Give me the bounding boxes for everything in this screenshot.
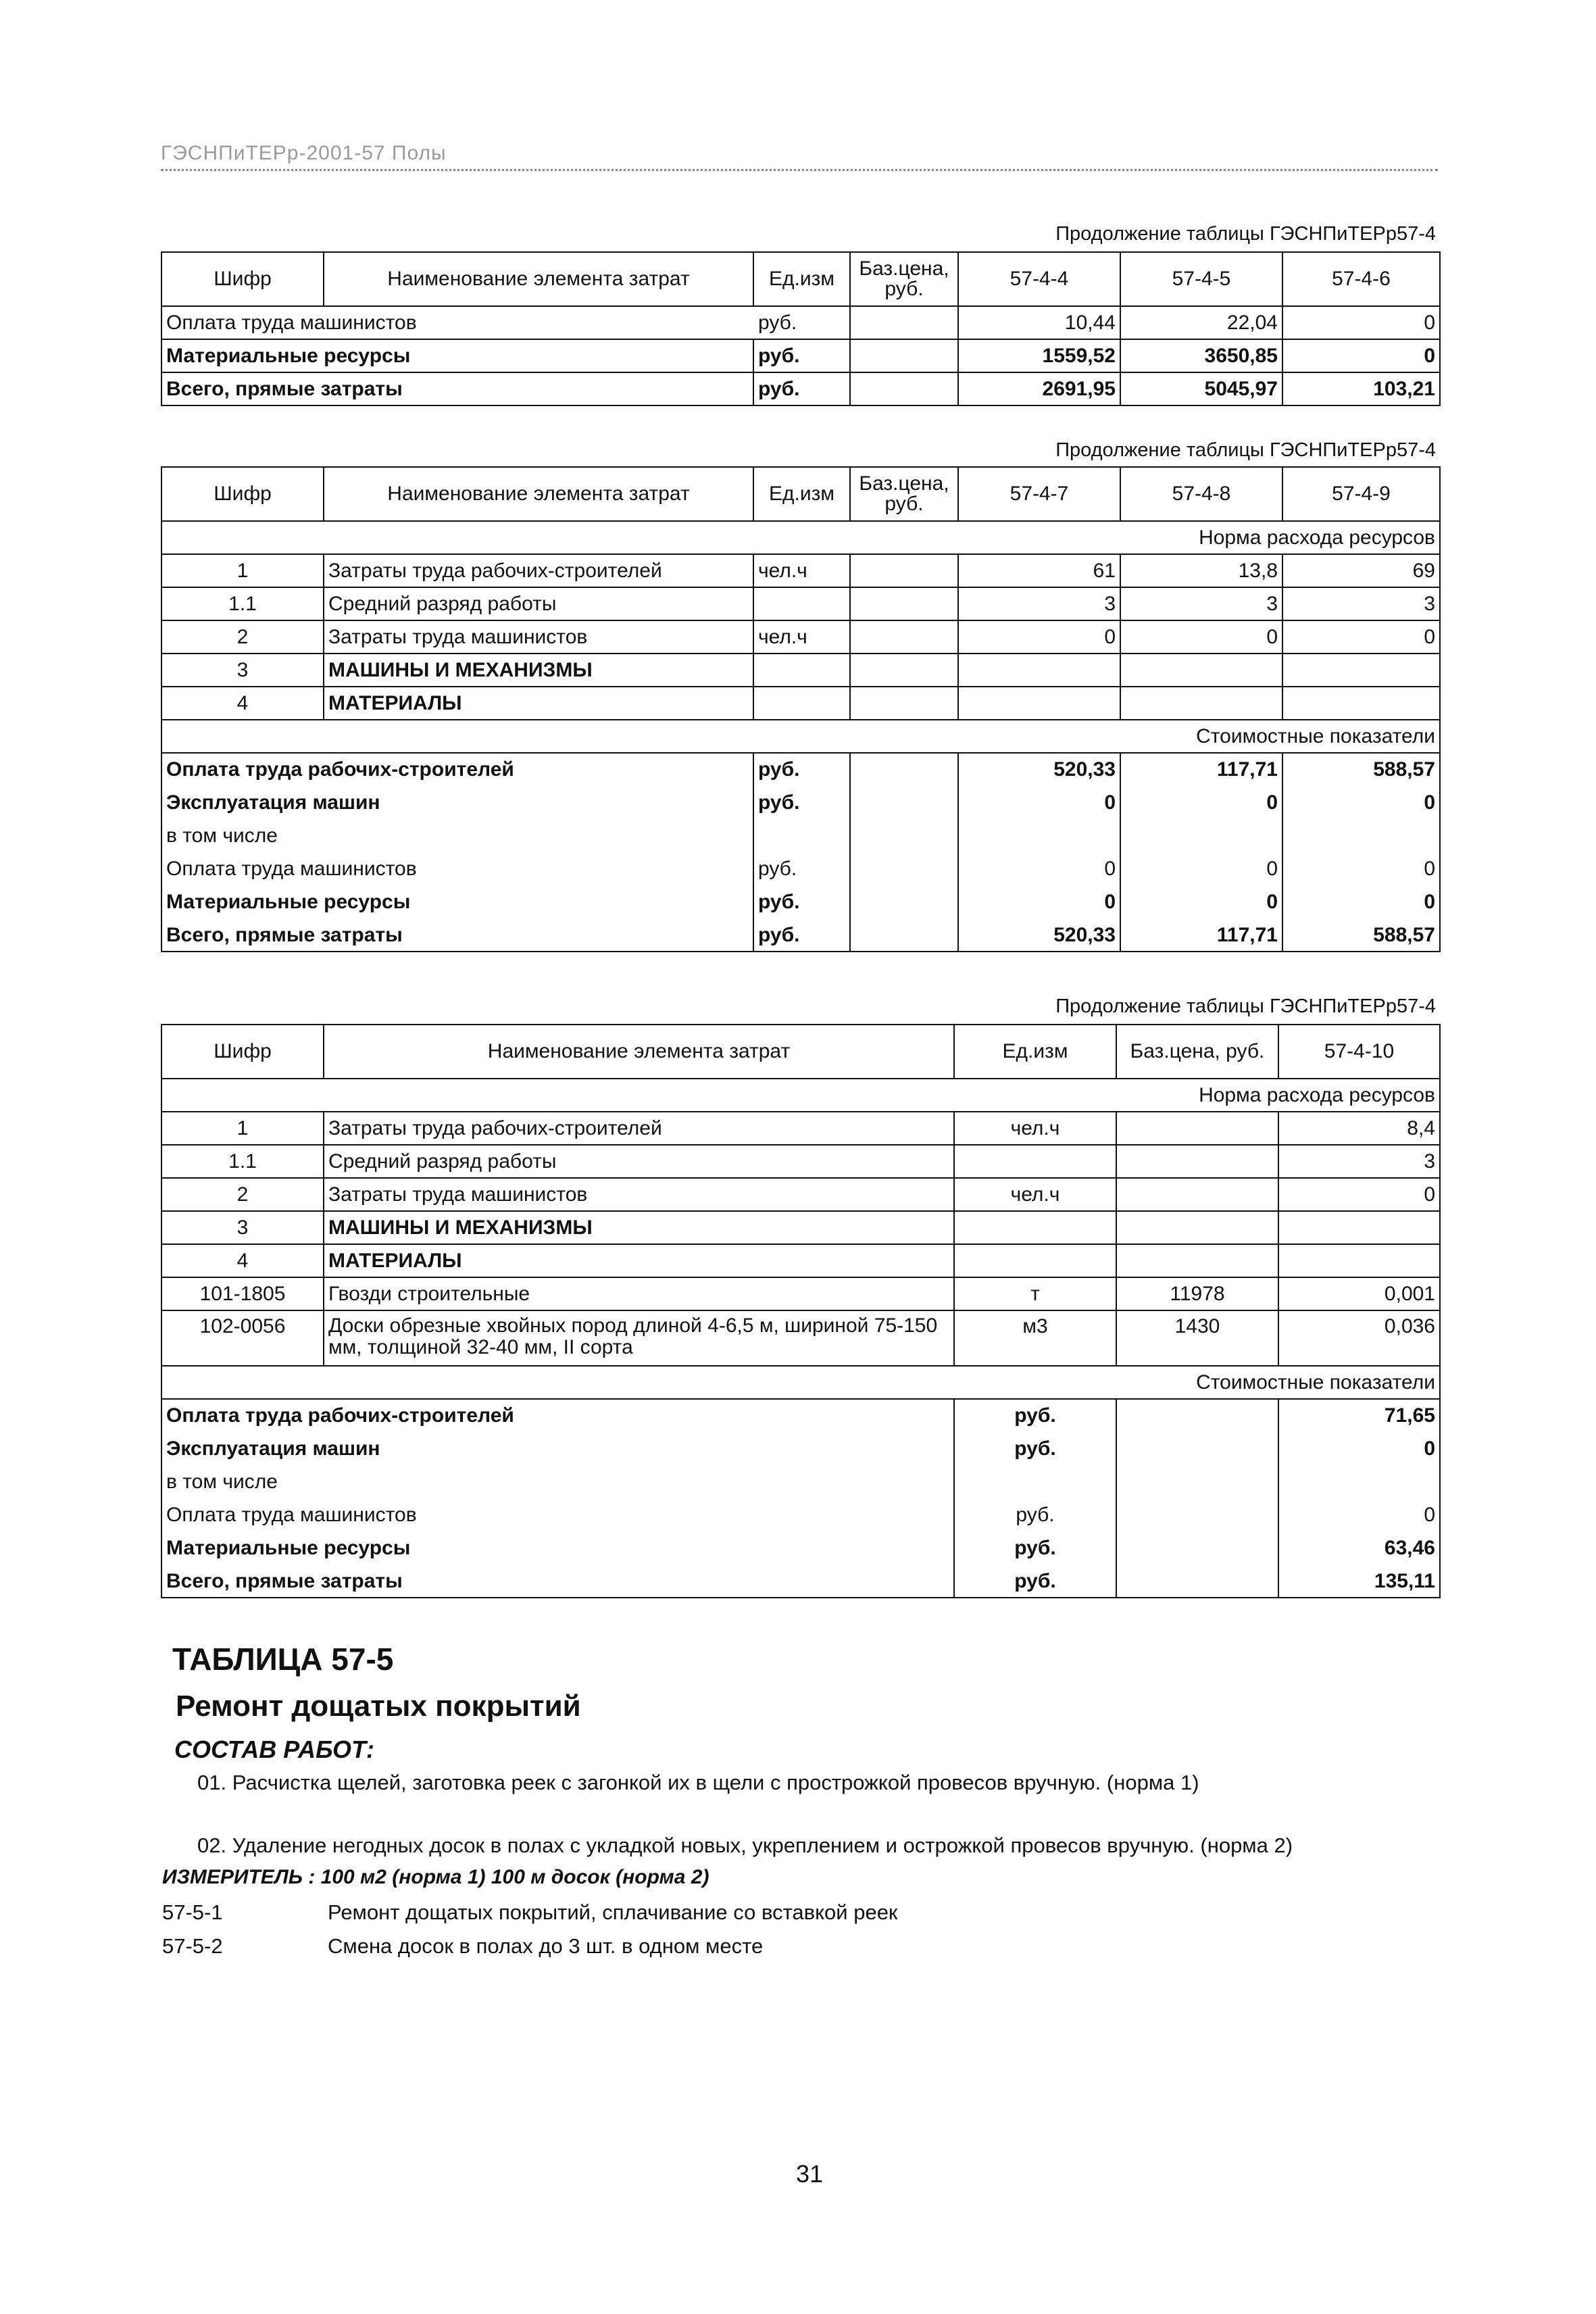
col-code-header: Шифр	[161, 1025, 324, 1079]
cost-value: 588,57	[1282, 753, 1440, 786]
row-unit: чел.ч	[753, 554, 850, 587]
cost-unit: руб.	[753, 885, 850, 918]
row-name: Затраты труда рабочих-строителей	[324, 554, 753, 587]
cost-value: 520,33	[958, 918, 1120, 952]
row-value: 0	[1282, 339, 1440, 372]
row-value	[958, 687, 1120, 720]
table-row	[161, 339, 1440, 372]
row-value: 13,8	[1120, 554, 1282, 587]
table-row	[161, 687, 1440, 720]
cost-value: 0	[1282, 852, 1440, 885]
row-name: Всего, прямые затраты	[161, 372, 753, 405]
row-value: 8,4	[1278, 1112, 1440, 1145]
cost-unit: руб.	[753, 918, 850, 952]
cost-value: 588,57	[1282, 918, 1440, 952]
row-code: 4	[161, 687, 324, 720]
row-name: Затраты труда рабочих-строителей	[324, 1112, 954, 1145]
row-price	[850, 554, 958, 587]
norm-header: 57-4-10	[1278, 1025, 1440, 1079]
cost-value: 0	[1120, 885, 1282, 918]
norm-code-text: Смена досок в полах до 3 шт. в одном месте	[328, 1934, 764, 1958]
cost-name: Оплата труда машинистов	[161, 1498, 954, 1531]
row-value	[1278, 1244, 1440, 1277]
cost-value: 0	[1282, 885, 1440, 918]
cost-unit	[954, 1465, 1116, 1498]
row-value: 103,21	[1282, 372, 1440, 405]
work-item: 01. Расчистка щелей, заготовка реек с загонкой их в щели с прострожкой провесов вручную. (норма 1)	[197, 1771, 1199, 1794]
cost-price	[1116, 1432, 1278, 1465]
col-price-header: Баз.цена, руб.	[850, 252, 958, 306]
cost-name: в том числе	[161, 1465, 954, 1498]
cost-row	[161, 1432, 1440, 1465]
row-value: 3	[1282, 587, 1440, 620]
cost-row	[161, 918, 1440, 952]
table-row	[161, 372, 1440, 405]
norm-header: 57-4-5	[1120, 252, 1282, 306]
row-name: МАТЕРИАЛЫ	[324, 1244, 954, 1277]
row-name: Средний разряд работы	[324, 587, 753, 620]
row-unit: чел.ч	[954, 1112, 1116, 1145]
col-price-header: Баз.цена, руб.	[850, 467, 958, 521]
norm-header: 57-4-4	[958, 252, 1120, 306]
row-name: МАТЕРИАЛЫ	[324, 687, 753, 720]
row-code: 2	[161, 1178, 324, 1211]
cost-name: Всего, прямые затраты	[161, 918, 753, 952]
cost-value: 0	[1278, 1432, 1440, 1465]
col-price-header: Баз.цена, руб.	[1116, 1025, 1278, 1079]
row-unit: чел.ч	[753, 620, 850, 654]
cost-row	[161, 1498, 1440, 1531]
cost-row	[161, 1565, 1440, 1598]
cost-unit: руб.	[954, 1531, 1116, 1565]
cost-value: 0	[958, 786, 1120, 819]
table-row	[161, 306, 1440, 339]
row-unit	[954, 1145, 1116, 1178]
norm-header: 57-4-8	[1120, 467, 1282, 521]
row-value: 0	[958, 620, 1120, 654]
row-name: МАШИНЫ И МЕХАНИЗМЫ	[324, 1211, 954, 1244]
row-code: 3	[161, 1211, 324, 1244]
row-unit	[753, 687, 850, 720]
cost-value: 0	[958, 885, 1120, 918]
meter-label: ИЗМЕРИТЕЛЬ : 100 м2 (норма 1) 100 м досок (норма 2)	[162, 1866, 709, 1888]
row-unit: т	[954, 1277, 1116, 1310]
cost-price	[850, 852, 958, 885]
row-value: 22,04	[1120, 306, 1282, 339]
table-row	[161, 1211, 1440, 1244]
row-name: Затраты труда машинистов	[324, 620, 753, 654]
col-unit-header: Ед.изм	[954, 1025, 1116, 1079]
table3	[161, 1024, 1441, 1598]
cost-name: в том числе	[161, 819, 753, 852]
norm-code-item	[162, 1900, 898, 1925]
norm-code-text: Ремонт дощатых покрытий, сплачивание со вставкой реек	[328, 1900, 898, 1924]
cost-value: 0	[1278, 1498, 1440, 1531]
row-unit: м3	[954, 1310, 1116, 1366]
table-row	[161, 620, 1440, 654]
row-value: 3	[1120, 587, 1282, 620]
table-row	[161, 1310, 1440, 1366]
cost-name: Всего, прямые затраты	[161, 1565, 954, 1598]
row-value: 0,001	[1278, 1277, 1440, 1310]
cost-value: 0	[1120, 786, 1282, 819]
work-composition-label: СОСТАВ РАБОТ:	[174, 1736, 374, 1763]
cost-price	[1116, 1565, 1278, 1598]
row-price	[1116, 1145, 1278, 1178]
cost-row	[161, 885, 1440, 918]
cost-name: Эксплуатация машин	[161, 786, 753, 819]
row-price	[850, 306, 958, 339]
row-value: 5045,97	[1120, 372, 1282, 405]
cost-value: 0	[1282, 786, 1440, 819]
row-value: 0	[1278, 1178, 1440, 1211]
row-value	[1278, 1211, 1440, 1244]
row-name: МАШИНЫ И МЕХАНИЗМЫ	[324, 654, 753, 687]
cost-value	[1278, 1465, 1440, 1498]
row-price	[1116, 1211, 1278, 1244]
table-row	[161, 1112, 1440, 1145]
row-name: Гвозди строительные	[324, 1277, 954, 1310]
row-value: 3	[958, 587, 1120, 620]
cost-value: 117,71	[1120, 753, 1282, 786]
cost-name: Оплата труда машинистов	[161, 852, 753, 885]
table-row	[161, 1145, 1440, 1178]
cost-value: 0	[1120, 852, 1282, 885]
row-unit	[753, 587, 850, 620]
cost-row	[161, 786, 1440, 819]
row-price	[1116, 1178, 1278, 1211]
row-unit: руб.	[753, 306, 850, 339]
norm-section-row	[161, 521, 1440, 554]
cost-value	[958, 819, 1120, 852]
cost-row	[161, 1465, 1440, 1498]
cost-value: 135,11	[1278, 1565, 1440, 1598]
cost-unit: руб.	[954, 1432, 1116, 1465]
table-row	[161, 1277, 1440, 1310]
section-title: ТАБЛИЦА 57-5	[172, 1642, 394, 1677]
cost-unit: руб.	[753, 753, 850, 786]
row-price	[850, 620, 958, 654]
row-price	[1116, 1112, 1278, 1145]
cost-unit: руб.	[753, 786, 850, 819]
cost-value: 71,65	[1278, 1399, 1440, 1432]
norm-header: 57-4-7	[958, 467, 1120, 521]
row-name: Доски обрезные хвойных пород длиной 4-6,5 м, шириной 75-150 мм, толщиной 32-40 мм, II сорта	[324, 1310, 954, 1366]
row-value: 69	[1282, 554, 1440, 587]
cost-name: Оплата труда рабочих-строителей	[161, 1399, 954, 1432]
cost-row	[161, 753, 1440, 786]
row-value: 0	[1282, 620, 1440, 654]
row-code: 3	[161, 654, 324, 687]
cost-section-label: Стоимостные показатели	[161, 1366, 1440, 1399]
cost-section-row	[161, 1366, 1440, 1399]
row-code: 1	[161, 554, 324, 587]
cost-section-label: Стоимостные показатели	[161, 720, 1440, 753]
table3-caption: Продолжение таблицы ГЭСНПиТЕРр57-4	[1055, 995, 1436, 1017]
norm-code: 57-5-2	[162, 1934, 223, 1958]
cost-price	[1116, 1531, 1278, 1565]
cost-value: 0	[958, 852, 1120, 885]
cost-value: 63,46	[1278, 1531, 1440, 1565]
page-number: 31	[796, 2160, 824, 2188]
table2-caption: Продолжение таблицы ГЭСНПиТЕРр57-4	[1055, 439, 1436, 461]
row-unit: чел.ч	[954, 1178, 1116, 1211]
row-code: 1.1	[161, 587, 324, 620]
row-name: Затраты труда машинистов	[324, 1178, 954, 1211]
row-name: Средний разряд работы	[324, 1145, 954, 1178]
row-value	[1120, 687, 1282, 720]
cost-name: Оплата труда рабочих-строителей	[161, 753, 753, 786]
norm-section-label: Норма расхода ресурсов	[161, 521, 1440, 554]
row-value: 1559,52	[958, 339, 1120, 372]
col-code-header: Шифр	[161, 467, 324, 521]
cost-row	[161, 852, 1440, 885]
row-name: Оплата труда машинистов	[161, 306, 753, 339]
norm-code-item	[162, 1934, 763, 1959]
row-code: 102-0056	[161, 1310, 324, 1366]
row-value: 10,44	[958, 306, 1120, 339]
col-unit-header: Ед.изм	[753, 252, 850, 306]
cost-price	[850, 753, 958, 786]
row-value: 0	[1282, 306, 1440, 339]
row-price	[850, 654, 958, 687]
cost-row	[161, 819, 1440, 852]
row-price: 11978	[1116, 1277, 1278, 1310]
row-unit: руб.	[753, 372, 850, 405]
cost-price	[850, 885, 958, 918]
row-unit	[753, 654, 850, 687]
row-code: 1.1	[161, 1145, 324, 1178]
norm-header: 57-4-6	[1282, 252, 1440, 306]
cost-price	[850, 918, 958, 952]
table1-header-row	[161, 252, 1440, 306]
cost-name: Эксплуатация машин	[161, 1432, 954, 1465]
row-price	[850, 372, 958, 405]
document-header: ГЭСНПиТЕРр-2001-57 Полы	[161, 142, 447, 164]
table-row	[161, 554, 1440, 587]
norm-section-row	[161, 1079, 1440, 1112]
table-row	[161, 587, 1440, 620]
norm-section-label: Норма расхода ресурсов	[161, 1079, 1440, 1112]
row-unit	[954, 1211, 1116, 1244]
row-unit	[954, 1244, 1116, 1277]
header-divider	[161, 169, 1438, 171]
row-value	[958, 654, 1120, 687]
cost-price	[850, 819, 958, 852]
col-code-header: Шифр	[161, 252, 324, 306]
col-name-header: Наименование элемента затрат	[324, 252, 753, 306]
cost-value: 520,33	[958, 753, 1120, 786]
table-row	[161, 654, 1440, 687]
row-value: 3650,85	[1120, 339, 1282, 372]
cost-unit	[753, 819, 850, 852]
table2-header-row	[161, 467, 1440, 521]
table-row	[161, 1244, 1440, 1277]
row-code: 2	[161, 620, 324, 654]
norm-code: 57-5-1	[162, 1900, 223, 1924]
row-price	[850, 687, 958, 720]
row-value: 2691,95	[958, 372, 1120, 405]
row-code: 1	[161, 1112, 324, 1145]
col-name-header: Наименование элемента затрат	[324, 1025, 954, 1079]
col-unit-header: Ед.изм	[753, 467, 850, 521]
table1-caption: Продолжение таблицы ГЭСНПиТЕРр57-4	[1055, 223, 1436, 245]
row-price	[850, 587, 958, 620]
cost-name: Материальные ресурсы	[161, 1531, 954, 1565]
cost-row	[161, 1399, 1440, 1432]
cost-unit: руб.	[954, 1498, 1116, 1531]
table3-header-row	[161, 1025, 1440, 1079]
row-code: 4	[161, 1244, 324, 1277]
norm-header: 57-4-9	[1282, 467, 1440, 521]
row-price	[1116, 1244, 1278, 1277]
row-value: 0,036	[1278, 1310, 1440, 1366]
cost-unit: руб.	[954, 1399, 1116, 1432]
cost-value: 117,71	[1120, 918, 1282, 952]
cost-price	[1116, 1498, 1278, 1531]
cost-row	[161, 1531, 1440, 1565]
cost-price	[850, 786, 958, 819]
table2	[161, 466, 1441, 952]
row-price	[850, 339, 958, 372]
row-code: 101-1805	[161, 1277, 324, 1310]
col-name-header: Наименование элемента затрат	[324, 467, 753, 521]
cost-value	[1120, 819, 1282, 852]
row-value: 0	[1120, 620, 1282, 654]
row-value	[1282, 654, 1440, 687]
row-unit: руб.	[753, 339, 850, 372]
row-price: 1430	[1116, 1310, 1278, 1366]
cost-value	[1282, 819, 1440, 852]
row-name: Материальные ресурсы	[161, 339, 753, 372]
cost-name: Материальные ресурсы	[161, 885, 753, 918]
row-value	[1282, 687, 1440, 720]
work-item: 02. Удаление негодных досок в полах с укладкой новых, укреплением и острожкой провесов вручную. (норма 2)	[197, 1833, 1293, 1857]
section-subtitle: Ремонт дощатых покрытий	[176, 1690, 581, 1723]
cost-price	[1116, 1399, 1278, 1432]
cost-unit: руб.	[753, 852, 850, 885]
row-value: 61	[958, 554, 1120, 587]
cost-section-row	[161, 720, 1440, 753]
row-value: 3	[1278, 1145, 1440, 1178]
table1	[161, 251, 1441, 406]
cost-price	[1116, 1465, 1278, 1498]
cost-unit: руб.	[954, 1565, 1116, 1598]
row-value	[1120, 654, 1282, 687]
table-row	[161, 1178, 1440, 1211]
